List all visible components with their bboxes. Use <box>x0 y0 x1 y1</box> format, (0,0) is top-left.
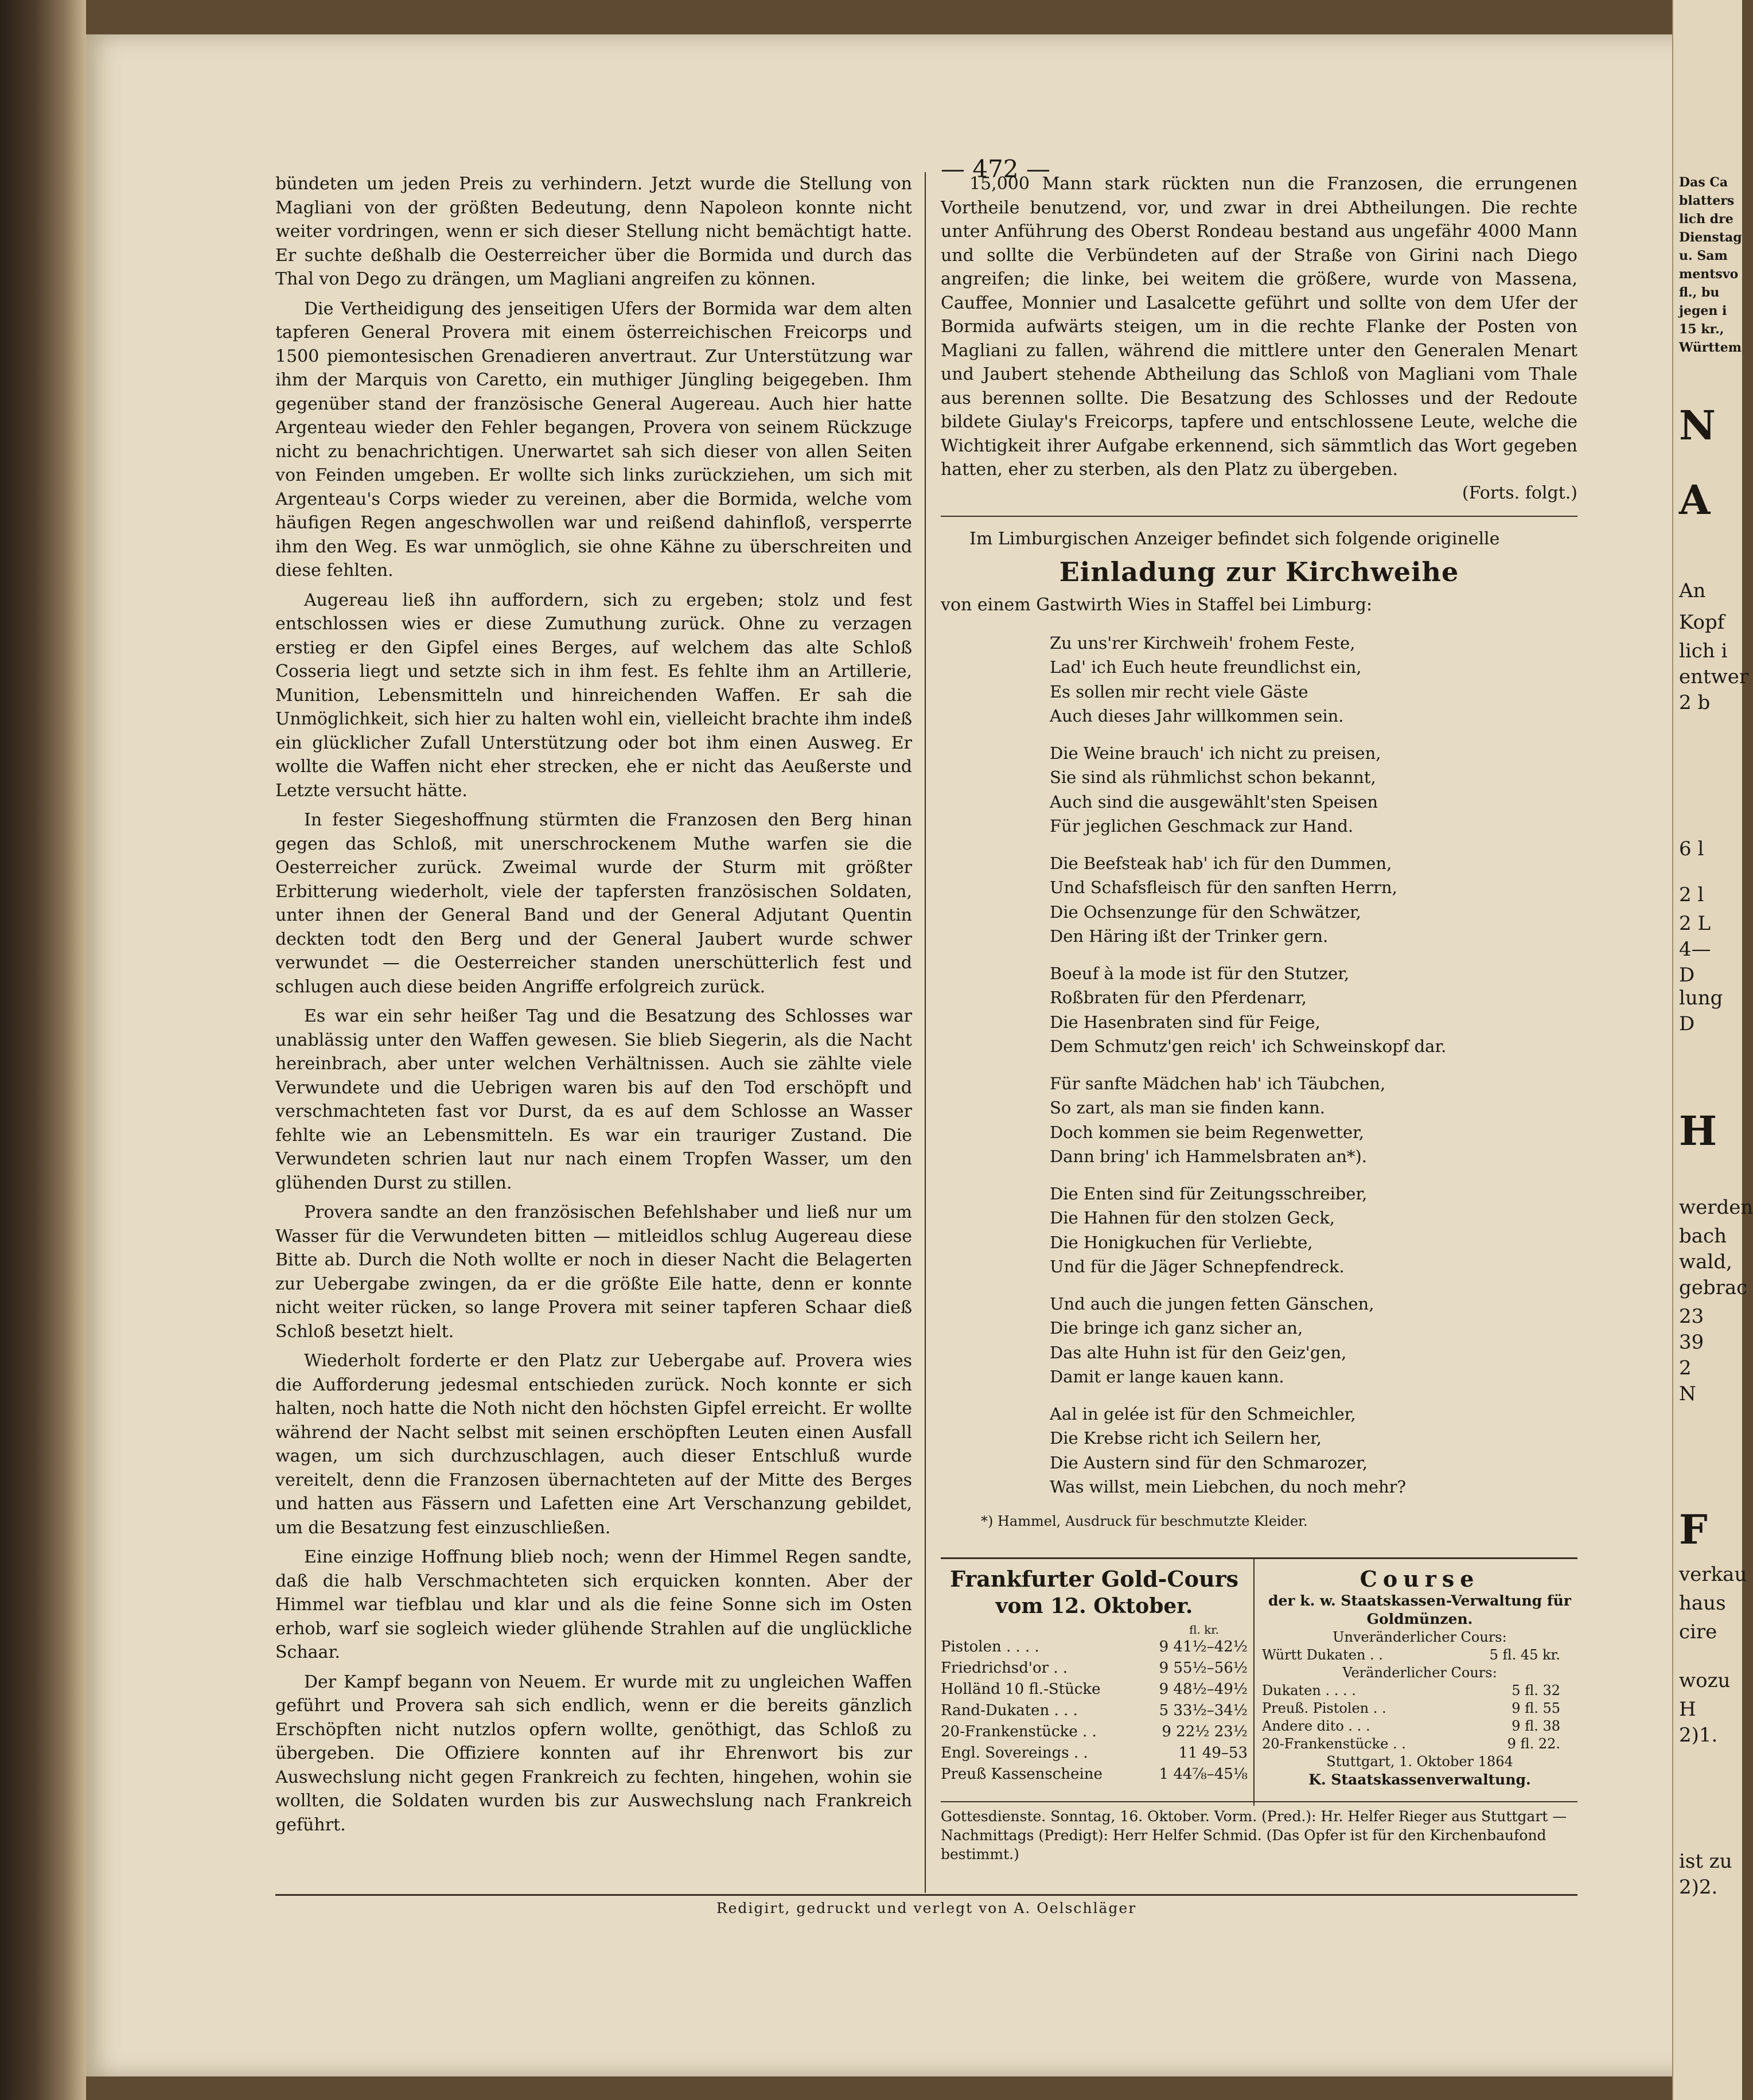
continued-note: (Forts. folgt.) <box>1462 482 1577 503</box>
footnote: *) Hammel, Ausdruck für beschmutzte Kleider. <box>981 1513 1308 1529</box>
neighbor-fragment: Das Ca <box>1679 175 1728 190</box>
poem-line: Die Hahnen für den stolzen Geck, <box>1050 1208 1335 1228</box>
coin-value: 9 55½–56½ <box>1159 1659 1248 1677</box>
poem-line: Aal in gelée ist für den Schmeichler, <box>1050 1404 1356 1424</box>
gold-course-units: fl. kr. <box>1189 1623 1219 1637</box>
neighbor-fragment: lich i <box>1679 640 1728 663</box>
article-paragraph: In fester Siegeshoffnung stürmten die Franzosen den Berg hinan gegen das Schloß, mit unerschrockenem Muthe warfen sie die Oesterreicher zurück. Zweimal wurde der Sturm mit größter Erbitterung wiederholt, viele der tapfersten französischen Soldaten, unter ihnen der General Band und der General Adjutant Quentin deckten todt den Berg und der General Jaubert wurde schwer verwundet — die Oesterreicher standen unerschütterlich fest und schlugen auch diese beiden Angriffe erfolgreich zurück. <box>275 810 912 997</box>
neighbor-fragment: 4— <box>1679 938 1711 961</box>
coin-value: 9 fl. 55 <box>1512 1700 1560 1716</box>
left-column <box>275 172 912 1842</box>
coin-name: Pistolen . . . . <box>941 1638 1039 1655</box>
poem-line: Roßbraten für den Pferdenarr, <box>1050 988 1307 1007</box>
neighbor-fragment: 2 l <box>1679 883 1704 906</box>
poem-line: Die Krebse richt ich Seilern her, <box>1050 1428 1322 1448</box>
table-row <box>941 1721 1248 1743</box>
coin-value: 9 fl. 22. <box>1507 1736 1560 1752</box>
neighbor-fragment: H <box>1679 1698 1696 1721</box>
right-column <box>941 172 1577 1529</box>
gold-course-date: vom 12. Oktober. <box>995 1594 1193 1618</box>
section-rule <box>941 516 1577 517</box>
coin-value: 11 49–53 <box>1178 1744 1248 1762</box>
coin-name: 20-Frankenstücke . . <box>1262 1736 1406 1752</box>
coin-name: 20-Frankenstücke . . <box>941 1723 1097 1740</box>
coin-value: 1 44⅞–45⅛ <box>1159 1766 1248 1783</box>
poem-line: Die bringe ich ganz sicher an, <box>1050 1318 1303 1338</box>
neighbor-fragment: 2 b <box>1679 691 1711 714</box>
article-continuation: 15,000 Mann stark rückten nun die Franzosen, die errungenen Vortheile benutzend, vor, und zwar in drei Abtheilungen. Die rechte unter Anführung des Oberst Rondeau bestand aus ungefähr 4000 Mann und sollte die Verbündeten auf der Straße von Girini nach Diego angreifen; die linke, bei weitem die größere, wurde von Massena, Cauffee, Monnier und Lasalcette geführt und sollte von dem Ufer der Bormida aufwärts steigen, um in die rechte Flanke der Posten von Magliani zu fallen, während die mittlere unter den Generalen Menart und Jaubert stehende Abtheilung das Schloß von Magliani vom Thale aus berennen sollte. Die Besatzung des Schlosses und der Redoute bildete Giulay's Freicorps, tapfere und entschlossene Leute, welche die Wichtigkeit ihrer Aufgabe erkennend, sich sämmtlich das Wort gegeben hatten, eher zu sterben, als den Platz zu übergeben. <box>941 174 1577 480</box>
article-paragraph: Provera sandte an den französischen Befehlshaber und ließ nur um Wasser für die Verwundeten bitten — mitleidlos schlug Augereau diese Bitte ab. Durch die Noth wollte er noch in dieser Nacht die Belagerten zur Uebergabe zwingen, da er die größte Eile hatte, denn er konnte nicht weiter rücken, so lange Provera mit seiner tapferen Schaar dieß Schloß besetzt hielt. <box>275 1202 912 1342</box>
coin-name: Preuß. Pistolen . . <box>1262 1700 1386 1716</box>
neighbor-fragment: 2 L <box>1679 912 1711 935</box>
table-row <box>941 1743 1248 1764</box>
poem-line: Und auch die jungen fetten Gänschen, <box>1050 1293 1374 1314</box>
poem-line: So zart, als man sie finden kann. <box>1050 1098 1326 1117</box>
poem-stanza <box>1050 631 1577 728</box>
poem-line: Die Weine brauch' ich nicht zu preisen, <box>1050 743 1381 763</box>
poem-line: Dann bring' ich Hammelsbraten an*). <box>1050 1147 1367 1166</box>
neighbor-page-edge <box>1672 0 1753 2100</box>
neighbor-fragment: wald, <box>1679 1250 1732 1273</box>
neighbor-fragment: haus <box>1679 1592 1726 1615</box>
article-paragraph: Es war ein sehr heißer Tag und die Besatzung des Schlosses war unablässig unter den Waffen gewesen. Sie blieb Siegerin, als die Nacht hereinbrach, aber unter welchen Verhältnissen. Auch sie zählte viele Verwundete und die Uebrigen waren bis auf den Tod erschöpft und verschmachteten fast vor Durst, da es auf dem Schlosse an Wasser fehlte wie an Lebensmitteln. Es war ein trauriger Zustand. Die Verwundeten schrien laut nur nach einem Tropfen Wasser, um den glühenden Durst zu stillen. <box>275 1006 912 1193</box>
coin-value: 9 48½–49½ <box>1159 1681 1248 1698</box>
coin-name: Rand-Dukaten . . . <box>941 1702 1078 1719</box>
neighbor-fragment: mentsvo <box>1679 267 1739 282</box>
poem-line: Doch kommen sie beim Regenwetter, <box>1050 1122 1364 1142</box>
article-paragraph: bündeten um jeden Preis zu verhindern. Jetzt wurde die Stellung von Magliani von der größten Bedeutung, denn Napoleon konnte nicht weiter vordringen, wenn er sich dieser Stellung nicht bemächtigt hatte. Er suchte deßhalb die Oesterreicher über die Bormida und durch das Thal von Dego zu drängen, um Magliani angreifen zu können. <box>275 174 912 289</box>
poem <box>1050 631 1577 1499</box>
neighbor-fragment: u. Sam <box>1679 248 1728 263</box>
state-course-office: K. Staatskassenverwaltung. <box>1308 1771 1531 1788</box>
table-row <box>941 1700 1248 1721</box>
poem-line: Die Honigkuchen für Verliebte, <box>1050 1232 1313 1252</box>
neighbor-fragment: 2 <box>1679 1357 1692 1380</box>
state-course-title: Course <box>1359 1566 1480 1592</box>
neighbor-fragment: wozu <box>1679 1669 1731 1692</box>
coin-value: 5 fl. 45 kr. <box>1489 1647 1560 1663</box>
poem-line: Die Beefsteak hab' ich für den Dummen, <box>1050 853 1392 873</box>
coin-value: 9 fl. 38 <box>1512 1718 1560 1734</box>
unchanged-heading: Unveränderlicher Cours: <box>1333 1629 1507 1645</box>
table-row <box>1262 1735 1577 1753</box>
bottom-rule <box>275 1894 1577 1896</box>
neighbor-fragment: lich dre <box>1679 212 1733 227</box>
coin-value: 5 fl. 32 <box>1512 1682 1560 1698</box>
poem-line: Die Hasenbraten sind für Feige, <box>1050 1012 1320 1032</box>
coin-name: Holländ 10 fl.-Stücke <box>941 1681 1101 1698</box>
poem-stanza <box>1050 1402 1577 1499</box>
announcement-intro: Im Limburgischen Anzeiger befindet sich folgende originelle <box>969 528 1500 549</box>
coin-name: Württ Dukaten . . <box>1262 1647 1383 1663</box>
poem-line: Was willst, mein Liebchen, du noch mehr? <box>1050 1477 1407 1497</box>
neighbor-fragment: lung <box>1679 987 1723 1010</box>
neighbor-fragment: entwer <box>1679 665 1749 688</box>
coin-value: 9 22½ 23½ <box>1162 1723 1248 1740</box>
poem-stanza <box>1050 961 1577 1059</box>
article-paragraph: Der Kampf begann von Neuem. Er wurde mit zu ungleichen Waffen geführt und Provera sah sich endlich, wenn er die bereits gänzlich Erschöpften nicht nutzlos opfern wollte, genöthigt, das Schloß zu übergeben. Die Offiziere konnten auf ihr Ehrenwort bis zur Auswechslung nicht gegen Frankreich zu fechten, hingehen, wohin sie wollten, die Soldaten wurden bis zur Auswechslung nach Frankreich geführt. <box>275 1672 912 1835</box>
neighbor-fragment: A <box>1679 476 1711 524</box>
article-paragraph: Augereau ließ ihn auffordern, sich zu ergeben; stolz und fest entschlossen wies er diese Zumuthung zurück. Ohne zu verzagen erstieg er den Gipfel eines Berges, auf welchem das alte Schloß Cosseria liegt und setzte sich in ihm fest. Es fehlte ihm an Artillerie, Munition, Lebensmitteln und hinreichenden Waffen. Er sah die Unmöglichkeit, sich hier zu halten wohl ein, vielleicht brachte ihm indeß ein glücklicher Zufall Unterstützung oder bot ihm einen Ausweg. Er wollte die Waffen nicht eher strecken, ehe er nicht das Aeußerste und Letzte versucht hätte. <box>275 590 912 801</box>
neighbor-fragment: 2)1. <box>1679 1724 1718 1747</box>
state-course-date: Stuttgart, 1. Oktober 1864 <box>1326 1754 1513 1770</box>
announcement-byline: von einem Gastwirth Wies in Staffel bei Limburg: <box>941 595 1373 615</box>
poem-line: Die Enten sind für Zeitungsschreiber, <box>1050 1183 1368 1203</box>
neighbor-fragment: 15 kr., <box>1679 322 1724 337</box>
article-paragraph: Eine einzige Hoffnung blieb noch; wenn der Himmel Regen sandte, daß die halb Verschmachteten sich erquicken konnten. Aber der Himmel war tiefblau und klar und als die feine Sonne sich im Osten erhob, warf sie sogleich wieder glühende Strahlen auf die unglückliche Schaar. <box>275 1547 912 1662</box>
coin-name: Dukaten . . . . <box>1262 1682 1356 1698</box>
poem-line: Auch dieses Jahr willkommen sein. <box>1050 706 1344 726</box>
poem-line: Die Ochsenzunge für den Schwätzer, <box>1050 902 1361 922</box>
article-paragraph: Die Vertheidigung des jenseitigen Ufers der Bormida war dem alten tapferen General Provera mit einem österreichischen Freicorps und 1500 piemontesischen Grenadieren anvertraut. Zur Unterstützung war ihm der Marquis von Caretto, ein muthiger Jüngling beigegeben. Ihm gegenüber stand der französische General Augereau. Auch hier hatte Argenteau wieder den Fehler begangen, Provera von seinem Rückzuge nicht zu benachrichtigen. Unerwartet sah sich dieser von allen Seiten von Feinden umgeben. Er wollte sich links zurückziehen, um sich mit Argenteau's Corps wieder zu vereinen, aber die Bormida, welche vom häufigen Regen angeschwollen war und reißend dahinfloß, versperrte ihm den Weg. Es war unmöglich, sie ohne Kähne zu überschreiten und diese fehlten. <box>275 298 912 580</box>
neighbor-fragment: gebrac <box>1679 1276 1748 1299</box>
table-row <box>1262 1700 1577 1717</box>
poem-line: Für jeglichen Geschmack zur Hand. <box>1050 816 1354 836</box>
neighbor-fragment: N <box>1679 1382 1696 1405</box>
page-number: — 472 — <box>941 155 1050 183</box>
neighbor-fragment: 2)2. <box>1679 1876 1718 1899</box>
neighbor-fragment: bach <box>1679 1225 1727 1248</box>
poem-stanza <box>1050 1072 1577 1169</box>
table-row <box>941 1764 1248 1785</box>
poem-line: Zu uns'rer Kirchweih' frohem Feste, <box>1050 633 1355 653</box>
coin-name: Engl. Sovereings . . <box>941 1744 1088 1762</box>
neighbor-fragment: verkau <box>1679 1563 1747 1586</box>
neighbor-fragment: D <box>1679 964 1695 987</box>
table-row <box>1262 1646 1577 1664</box>
announcement-title: Einladung zur Kirchweihe <box>1059 556 1459 587</box>
column-divider <box>925 172 926 1893</box>
changeable-heading: Veränderlicher Cours: <box>1342 1665 1497 1681</box>
neighbor-fragment: jegen i <box>1679 303 1727 318</box>
church-services: Gottesdienste. Sonntag, 16. Oktober. Vorm. (Pred.): Hr. Helfer Rieger aus Stuttgart — Nachmittags (Predigt): Herr Helfer Schmid. (Das Opfer ist für den Kirchenbaufond bestimmt.) <box>941 1801 1577 1864</box>
neighbor-fragment: blatters <box>1679 193 1735 208</box>
gold-course-title: Frankfurter Gold-Cours <box>949 1566 1239 1592</box>
gold-course-table <box>941 1566 1248 1785</box>
neighbor-fragment: Dienstag <box>1679 230 1742 245</box>
coin-value: 9 41½–42½ <box>1159 1638 1248 1655</box>
table-row <box>1262 1682 1577 1700</box>
poem-line: Es sollen mir recht viele Gäste <box>1050 681 1308 702</box>
poem-line: Damit er lange kauen kann. <box>1050 1367 1284 1386</box>
neighbor-fragment: 39 <box>1679 1331 1704 1354</box>
table-row <box>1262 1717 1577 1735</box>
neighbor-fragment: werden <box>1679 1196 1753 1219</box>
book-edge <box>0 0 86 2100</box>
neighbor-fragment: Württem <box>1679 340 1742 355</box>
poem-line: Für sanfte Mädchen hab' ich Täubchen, <box>1050 1073 1386 1093</box>
coin-name: Andere dito . . . <box>1262 1718 1370 1734</box>
state-course-subtitle: der k. w. Staatskassen-Verwaltung für Goldmünzen. <box>1268 1592 1571 1627</box>
neighbor-fragment: ist zu <box>1679 1850 1732 1873</box>
poem-line: Boeuf à la mode ist für den Stutzer, <box>1050 963 1350 983</box>
coin-value: 5 33½–34½ <box>1159 1702 1248 1719</box>
neighbor-fragment: N <box>1679 402 1716 449</box>
poem-line: Auch sind die ausgewählt'sten Speisen <box>1050 792 1378 812</box>
poem-line: Dem Schmutz'gen reich' ich Schweinskopf dar. <box>1050 1037 1447 1056</box>
neighbor-fragment: Kopf <box>1679 611 1725 634</box>
coin-name: Preuß Kassenscheine <box>941 1766 1103 1783</box>
poem-line: Lad' ich Euch heute freundlichst ein, <box>1050 657 1362 677</box>
imprint: Redigirt, gedruckt und verlegt von A. Oelschläger <box>716 1900 1137 1916</box>
table-row <box>941 1637 1248 1658</box>
poem-line: Und Schafsfleisch für den sanften Herrn, <box>1050 878 1397 897</box>
poem-line: Den Häring ißt der Trinker gern. <box>1050 926 1329 946</box>
neighbor-fragment: 6 l <box>1679 837 1704 860</box>
exchange-tables <box>941 1557 1577 1806</box>
neighbor-fragment: 23 <box>1679 1305 1704 1328</box>
neighbor-fragment: D <box>1679 1012 1695 1035</box>
table-row <box>941 1658 1248 1679</box>
neighbor-fragment: cire <box>1679 1620 1717 1643</box>
table-row <box>941 1679 1248 1700</box>
poem-line: Sie sind als rühmlichst schon bekannt, <box>1050 767 1376 787</box>
poem-stanza <box>1050 851 1577 949</box>
poem-line: Und für die Jäger Schnepfendreck. <box>1050 1257 1345 1276</box>
neighbor-fragment: F <box>1679 1506 1708 1553</box>
neighbor-fragment: H <box>1679 1107 1717 1155</box>
neighbor-fragment: fl., bu <box>1679 285 1720 300</box>
poem-stanza <box>1050 1292 1577 1389</box>
poem-line: Die Austern sind für den Schmarozer, <box>1050 1452 1368 1472</box>
poem-stanza <box>1050 1182 1577 1279</box>
poem-line: Das alte Huhn ist für den Geiz'gen, <box>1050 1342 1347 1362</box>
coin-name: Friedrichsd'or . . <box>941 1659 1068 1677</box>
state-course-table <box>1262 1566 1577 1789</box>
table-divider <box>1253 1559 1255 1806</box>
article-paragraph: Wiederholt forderte er den Platz zur Uebergabe auf. Provera wies die Aufforderung jedesmal entschieden zurück. Noch konnte er sich halten, noch hatte die Noth nicht den höchsten Gipfel erreicht. Er wollte während der Nacht selbst mit seinen erschöpften Leuten einen Ausfall wagen, um sich durchzuschlagen, auch dieser Entschluß wurde vereitelt, denn die Franzosen übernachteten auf der Mitte des Berges und hatten aus Fässern und Lafetten eine Art Verschanzung gebildet, um die Besatzung fest einzuschließen. <box>275 1351 912 1538</box>
poem-stanza <box>1050 741 1577 839</box>
neighbor-fragment: An <box>1679 579 1706 602</box>
